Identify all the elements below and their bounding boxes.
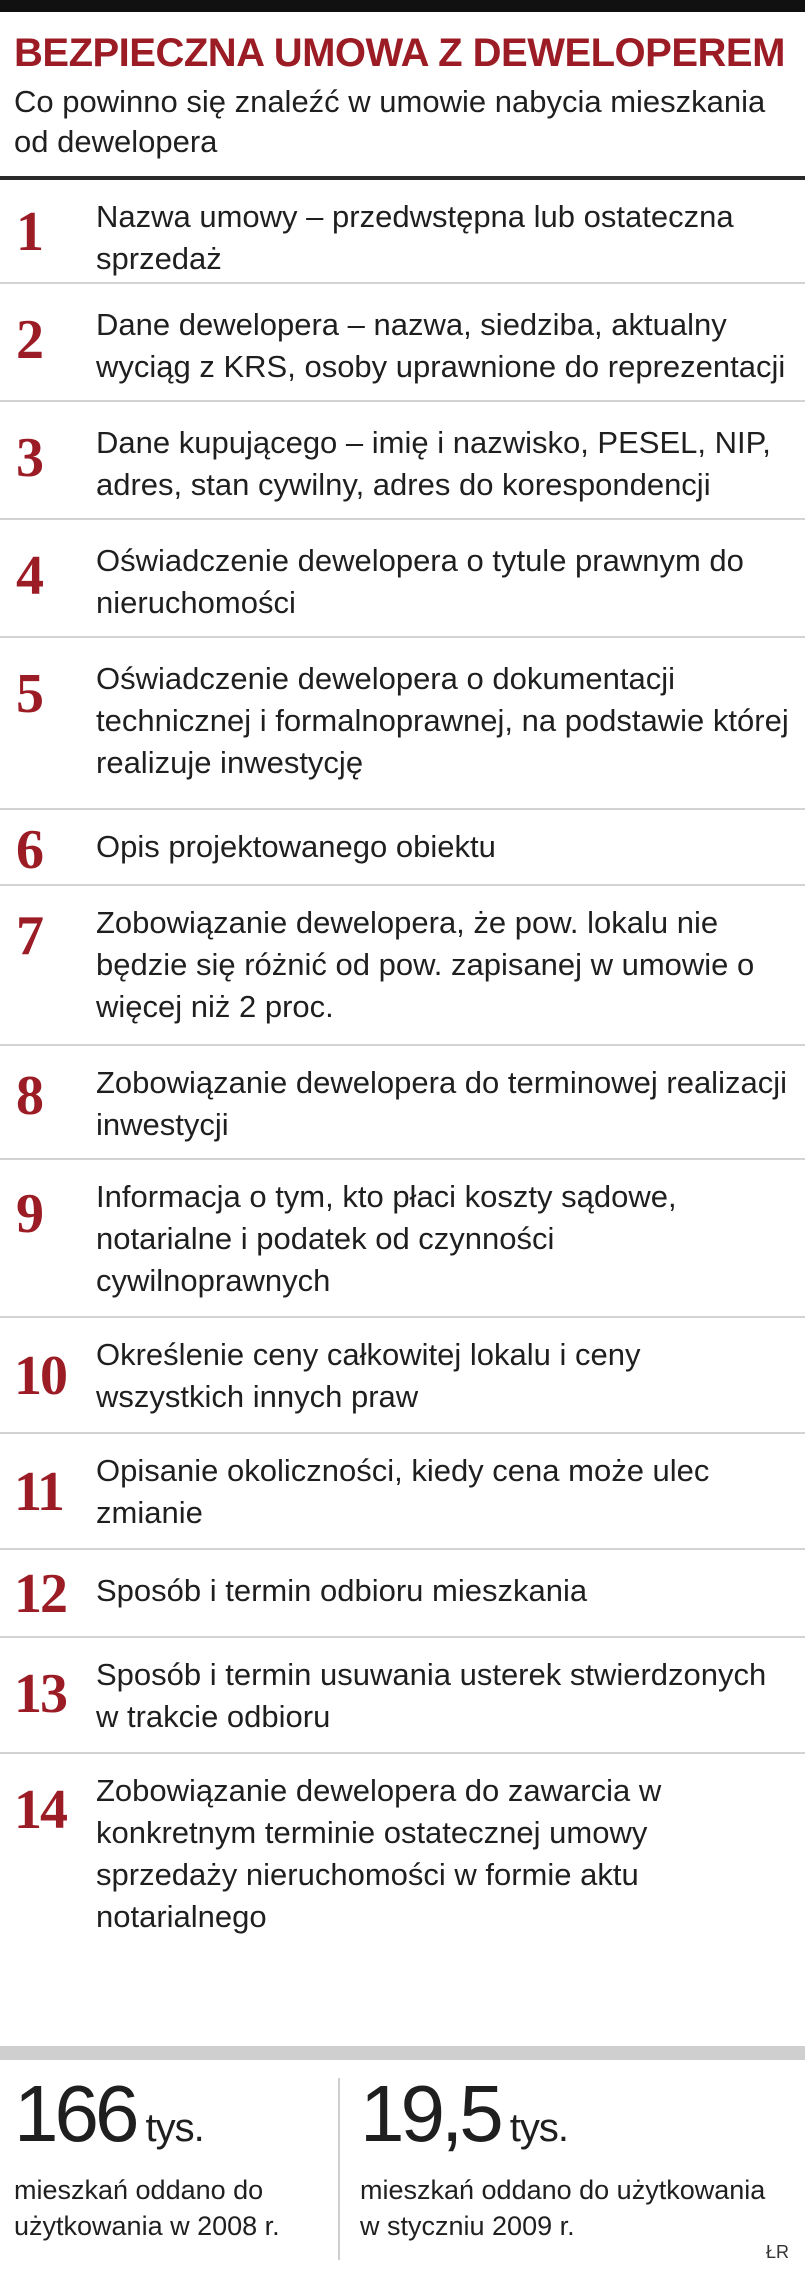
list-item — [0, 518, 805, 636]
item-number: 10 — [14, 1345, 66, 1407]
stat-unit: tys. — [509, 2106, 568, 2150]
item-text: Zobowiązanie dewelopera do terminowej realizacji inwestycji — [96, 1065, 787, 1142]
item-number: 4 — [16, 545, 44, 607]
list-item — [0, 1044, 805, 1158]
item-number: 7 — [16, 905, 44, 967]
stat-figure — [360, 2070, 780, 2158]
list-item — [0, 636, 805, 808]
item-number: 13 — [14, 1663, 66, 1725]
stat-value: 166 — [14, 2069, 136, 2158]
item-text: Oświadczenie dewelopera o tytule prawnym do nieruchomości — [96, 543, 744, 620]
stat-description: mieszkań oddano do użytkowania w 2008 r. — [14, 2175, 280, 2241]
stat-january-2009 — [360, 2070, 780, 2244]
author-credit: ŁR — [765, 2242, 789, 2262]
list-item — [0, 282, 805, 400]
top-rule — [0, 0, 805, 12]
item-number: 6 — [16, 819, 44, 881]
list-item — [0, 1316, 805, 1432]
page-title: BEZPIECZNA UMOWA Z DEWELOPEREM — [14, 31, 785, 75]
list-item — [0, 1432, 805, 1548]
stat-2008 — [14, 2070, 344, 2244]
item-text: Sposób i termin odbioru mieszkania — [96, 1573, 588, 1608]
list-item — [0, 808, 805, 884]
list-item — [0, 176, 805, 282]
list-item — [0, 1636, 805, 1752]
item-text: Określenie ceny całkowitej lokalu i ceny wszystkich innych praw — [96, 1337, 641, 1414]
item-text: Dane dewelopera – nazwa, siedziba, aktualny wyciąg z KRS, osoby uprawnione do reprezentacji — [96, 307, 786, 384]
stats-divider — [338, 2078, 340, 2260]
item-text: Zobowiązanie dewelopera do zawarcia w konkretnym terminie ostatecznej umowy sprzedaży nieruchomości w formie aktu notarialnego — [96, 1773, 662, 1934]
page-subtitle: Co powinno się znaleźć w umowie nabycia mieszkania od dewelopera — [14, 84, 766, 159]
item-number: 2 — [16, 309, 44, 371]
item-number: 3 — [16, 427, 44, 489]
item-number: 1 — [16, 201, 44, 263]
item-number: 8 — [16, 1065, 44, 1127]
item-text: Sposób i termin usuwania usterek stwierdzonych w trakcie odbioru — [96, 1657, 767, 1734]
item-text: Informacja o tym, kto płaci koszty sądowe, notarialne i podatek od czynności cywilnoprawnych — [96, 1179, 677, 1298]
item-number: 9 — [16, 1183, 44, 1245]
list-item — [0, 1158, 805, 1316]
item-text: Opis projektowanego obiektu — [96, 829, 496, 864]
item-number: 14 — [14, 1779, 66, 1841]
item-text: Dane kupującego – imię i nazwisko, PESEL, NIP, adres, stan cywilny, adres do korespondencji — [96, 425, 771, 502]
list-item — [0, 1548, 805, 1636]
item-text: Nazwa umowy – przedwstępna lub ostateczna sprzedaż — [96, 199, 734, 276]
list-item — [0, 884, 805, 1044]
item-text: Oświadczenie dewelopera o dokumentacji technicznej i formalnoprawnej, na podstawie której realizuje inwestycję — [96, 661, 789, 780]
stat-unit: tys. — [145, 2106, 204, 2150]
stats-separator — [0, 2046, 805, 2060]
item-text: Zobowiązanie dewelopera, że pow. lokalu nie będzie się różnić od pow. zapisanej w umowie o więcej niż 2 proc. — [96, 905, 755, 1024]
item-number: 12 — [14, 1563, 66, 1625]
stat-figure — [14, 2070, 344, 2158]
stat-value: 19,5 — [360, 2069, 500, 2158]
list-item — [0, 400, 805, 518]
item-text: Opisanie okoliczności, kiedy cena może ulec zmianie — [96, 1453, 710, 1530]
stat-description: mieszkań oddano do użytkowania w styczniu 2009 r. — [360, 2175, 766, 2241]
item-number: 11 — [14, 1461, 63, 1523]
list-item — [0, 1752, 805, 2042]
item-number: 5 — [16, 663, 44, 725]
